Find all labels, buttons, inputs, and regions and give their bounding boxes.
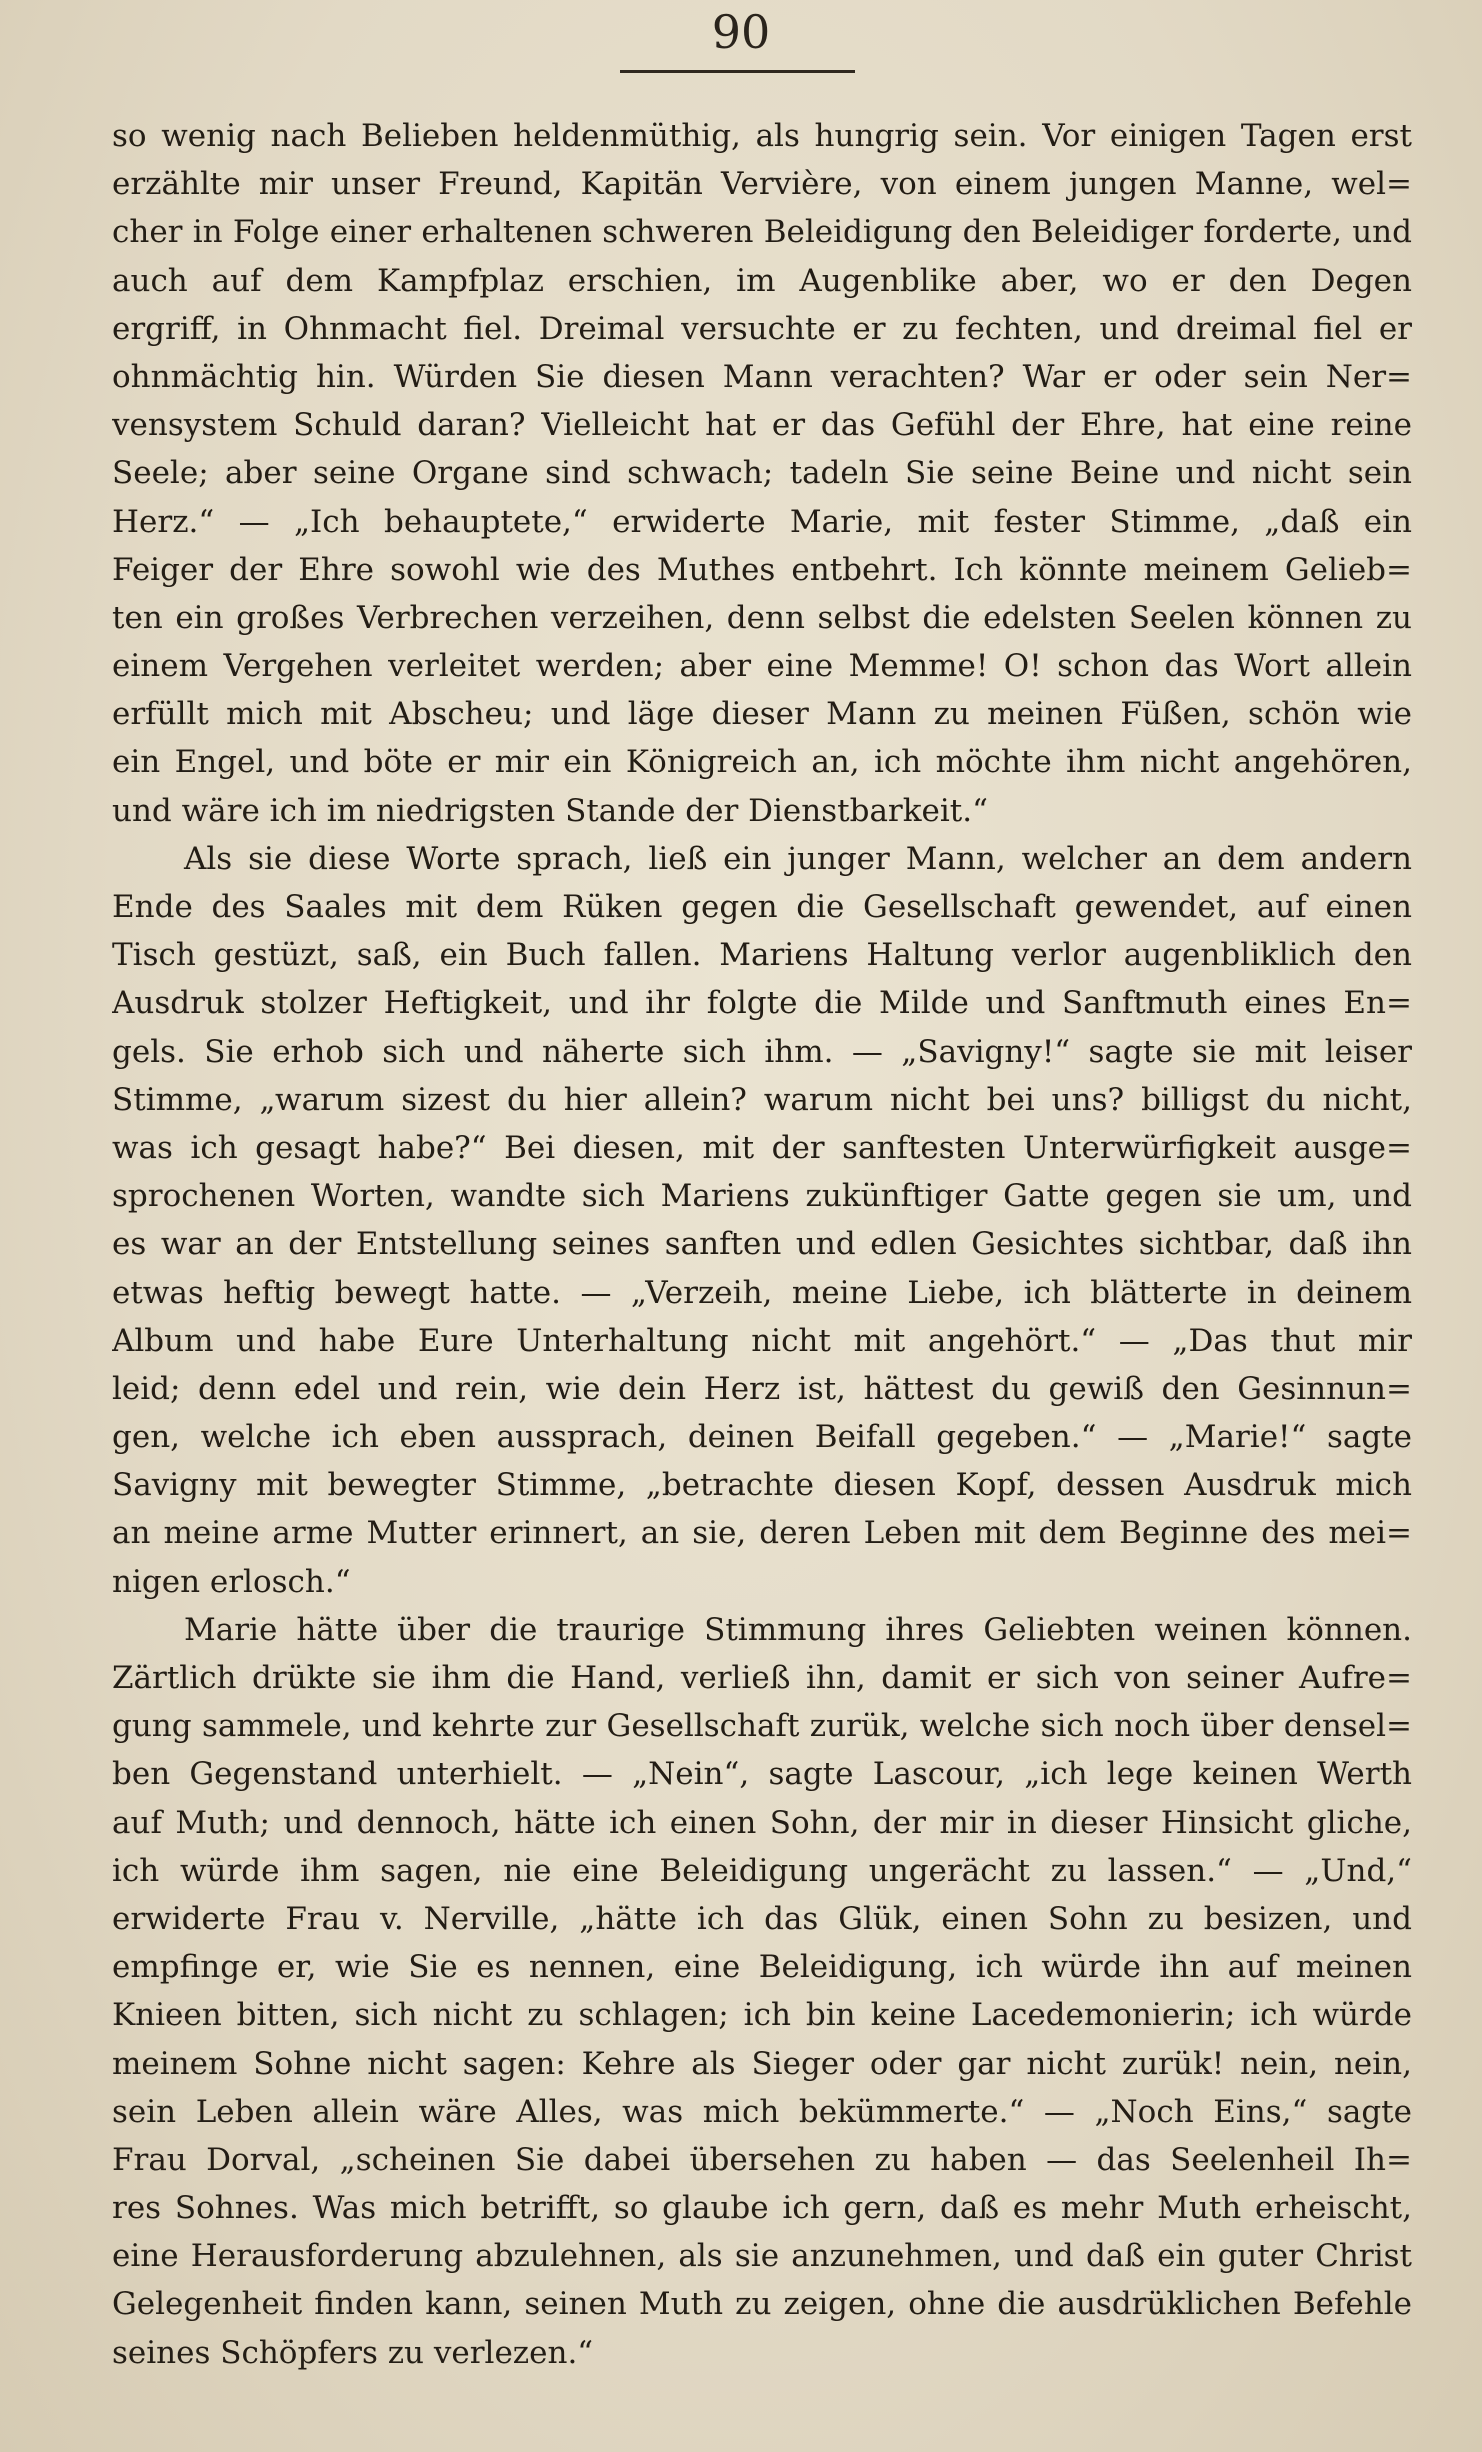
text-line: ergriff, in Ohnmacht fiel. Dreimal versuchte er zu fechten, und dreimal fiel er bbox=[112, 310, 1412, 347]
text-line: und wäre ich im niedrigsten Stande der Dienstbarkeit.“ bbox=[112, 792, 988, 829]
text-line: gung sammele, und kehrte zur Gesellschaft zurük, welche sich noch über densel= bbox=[112, 1708, 1412, 1745]
text-line: Gelegenheit finden kann, seinen Muth zu zeigen, ohne die ausdrüklichen Befehle bbox=[112, 2286, 1412, 2323]
text-line: erzählte mir unser Freund, Kapitän Vervière, von einem jungen Manne, wel= bbox=[112, 166, 1412, 203]
text-line: Album und habe Eure Unterhaltung nicht mit angehört.“ — „Das thut mir bbox=[112, 1322, 1412, 1359]
text-line: erwiderte Frau v. Nerville, „hätte ich das Glük, einen Sohn zu besizen, und bbox=[112, 1900, 1412, 1937]
text-line: Stimme, „warum sizest du hier allein? warum nicht bei uns? billigst du nicht, bbox=[112, 1081, 1412, 1118]
text-line: einem Vergehen verleitet werden; aber eine Memme! O! schon das Wort allein bbox=[112, 648, 1412, 685]
text-line: ohnmächtig hin. Würden Sie diesen Mann verachten? War er oder sein Ner= bbox=[112, 358, 1412, 395]
text-line: Als sie diese Worte sprach, ließ ein junger Mann, welcher an dem andern bbox=[184, 840, 1412, 877]
text-line: Zärtlich drükte sie ihm die Hand, verließ ihn, damit er sich von seiner Aufre= bbox=[112, 1660, 1412, 1696]
text-line: vensystem Schuld daran? Vielleicht hat er das Gefühl der Ehre, hat eine reine bbox=[112, 407, 1412, 444]
text-line: Tisch gestüzt, saß, ein Buch fallen. Mariens Haltung verlor augenbliklich den bbox=[112, 937, 1412, 974]
text-line: ten ein großes Verbrechen verzeihen, denn selbst die edelsten Seelen können zu bbox=[112, 599, 1412, 636]
text-line: Seele; aber seine Organe sind schwach; tadeln Sie seine Beine und nicht sein bbox=[112, 455, 1412, 492]
text-line: ben Gegenstand unterhielt. — „Nein“, sagte Lascour, „ich lege keinen Werth bbox=[112, 1756, 1412, 1793]
body-text bbox=[112, 112, 1412, 2377]
text-line: Feiger der Ehre sowohl wie des Muthes entbehrt. Ich könnte meinem Gelieb= bbox=[112, 551, 1412, 588]
text-line: eine Herausforderung abzulehnen, als sie anzunehmen, und daß ein guter Christ bbox=[112, 2238, 1412, 2275]
text-line: so wenig nach Belieben heldenmüthig, als hungrig sein. Vor einigen Tagen erst bbox=[112, 118, 1412, 154]
text-line: cher in Folge einer erhaltenen schweren Beleidigung den Beleidiger forderte, und bbox=[112, 214, 1412, 251]
text-line: Ausdruk stolzer Heftigkeit, und ihr folgte die Milde und Sanftmuth eines En= bbox=[112, 985, 1412, 1022]
text-line: etwas heftig bewegt hatte. — „Verzeih, meine Liebe, ich blätterte in deinem bbox=[112, 1274, 1412, 1311]
text-line: ich würde ihm sagen, nie eine Beleidigung ungerächt zu lassen.“ — „Und,“ bbox=[112, 1852, 1412, 1889]
text-line: es war an der Entstellung seines sanften und edlen Gesichtes sichtbar, daß ihn bbox=[112, 1226, 1412, 1263]
page-number: 90 bbox=[711, 5, 771, 59]
paragraph bbox=[112, 1606, 1412, 2377]
text-line: res Sohnes. Was mich betrifft, so glaube ich gern, daß es mehr Muth erheischt, bbox=[112, 2190, 1412, 2227]
text-line: Ende des Saales mit dem Rüken gegen die Gesellschaft gewendet, auf einen bbox=[112, 889, 1412, 925]
text-line: erfüllt mich mit Abscheu; und läge dieser Mann zu meinen Füßen, schön wie bbox=[112, 696, 1412, 733]
text-line: empfinge er, wie Sie es nennen, eine Beleidigung, ich würde ihn auf meinen bbox=[112, 1949, 1412, 1986]
text-line: ein Engel, und böte er mir ein Königreich an, ich möchte ihm nicht angehören, bbox=[112, 744, 1412, 781]
text-line: meinem Sohne nicht sagen: Kehre als Sieger oder gar nicht zurük! nein, nein, bbox=[112, 2045, 1412, 2082]
text-line: Knieen bitten, sich nicht zu schlagen; ich bin keine Lacedemonierin; ich würde bbox=[112, 1997, 1412, 2034]
text-line: sein Leben allein wäre Alles, was mich bekümmerte.“ — „Noch Eins,“ sagte bbox=[112, 2093, 1412, 2130]
text-line: Frau Dorval, „scheinen Sie dabei übersehen zu haben — das Seelenheil Ih= bbox=[112, 2141, 1412, 2178]
text-line: nigen erlosch.“ bbox=[112, 1563, 351, 1600]
text-line: gels. Sie erhob sich und näherte sich ihm. — „Savigny!“ sagte sie mit leiser bbox=[112, 1033, 1412, 1070]
text-line: auch auf dem Kampfplaz erschien, im Augenblike aber, wo er den Degen bbox=[112, 262, 1412, 299]
text-line: an meine arme Mutter erinnert, an sie, deren Leben mit dem Beginne des mei= bbox=[112, 1515, 1412, 1552]
paragraph bbox=[112, 112, 1412, 835]
header-rule bbox=[620, 70, 855, 73]
text-line: auf Muth; und dennoch, hätte ich einen Sohn, der mir in dieser Hinsicht gliche, bbox=[112, 1804, 1412, 1841]
text-line: was ich gesagt habe?“ Bei diesen, mit der sanftesten Unterwürfigkeit ausge= bbox=[112, 1129, 1412, 1166]
text-line: leid; denn edel und rein, wie dein Herz ist, hättest du gewiß den Gesinnun= bbox=[112, 1370, 1412, 1407]
text-line: Marie hätte über die traurige Stimmung ihres Geliebten weinen können. bbox=[184, 1611, 1412, 1648]
paragraph bbox=[112, 835, 1412, 1606]
text-line: seines Schöpfers zu verlezen.“ bbox=[112, 2334, 594, 2371]
text-line: gen, welche ich eben aussprach, deinen Beifall gegeben.“ — „Marie!“ sagte bbox=[112, 1419, 1412, 1456]
text-line: sprochenen Worten, wandte sich Mariens zukünftiger Gatte gegen sie um, und bbox=[112, 1178, 1412, 1215]
text-line: Savigny mit bewegter Stimme, „betrachte diesen Kopf, dessen Ausdruk mich bbox=[112, 1467, 1412, 1504]
text-line: Herz.“ — „Ich behauptete,“ erwiderte Marie, mit fester Stimme, „daß ein bbox=[112, 503, 1412, 540]
